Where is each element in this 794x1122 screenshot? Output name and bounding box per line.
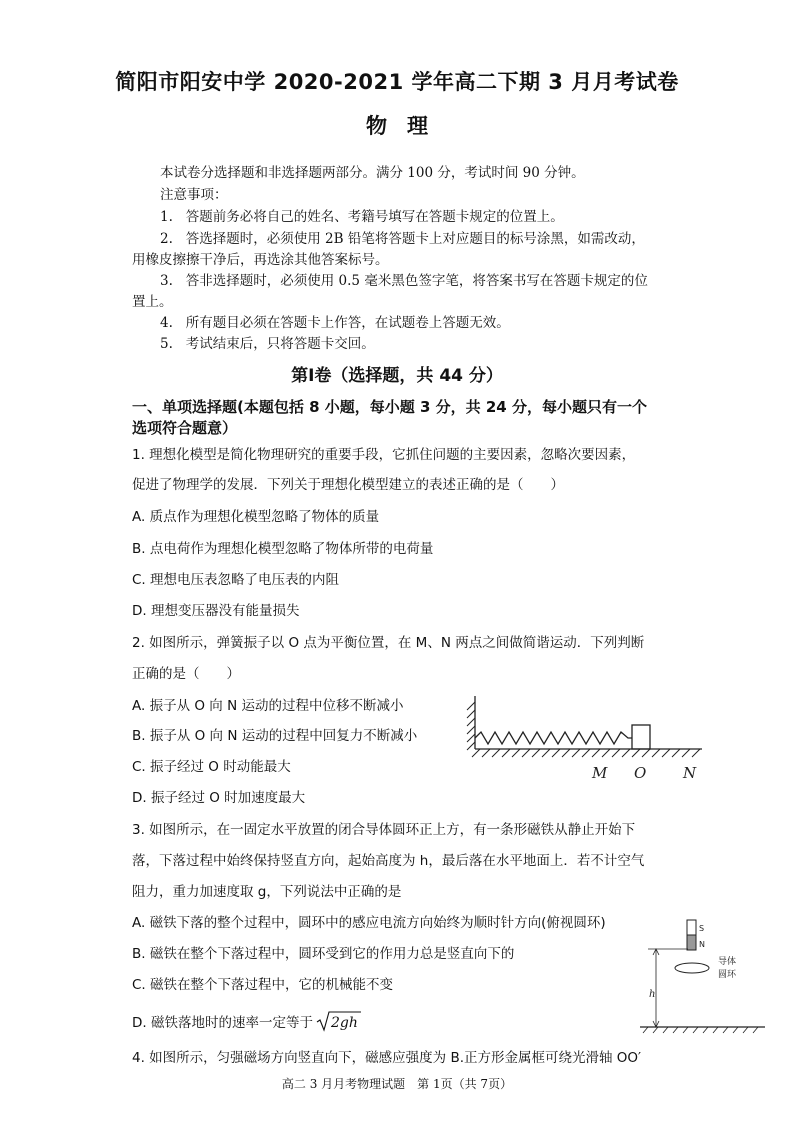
q3-stem-line2: 落，下落过程中始终保持竖直方向，起始高度为 h，最后落在水平地面上．若不计空气: [132, 853, 645, 869]
part1-header-line1: 一、单项选择题(本题包括 8 小题，每小题 3 分，共 24 分，每小题只有一个: [132, 398, 647, 416]
label-m: M: [592, 764, 608, 782]
spring-oscillator-figure: [462, 688, 712, 784]
q2-option-d: D. 振子经过 O 时加速度最大: [132, 790, 306, 806]
exam-title: 简阳市阳安中学 2020-2021 学年高二下期 3 月月考试卷: [115, 70, 679, 94]
q3-option-c: C. 磁铁在整个下落过程中，它的机械能不变: [132, 977, 394, 993]
q3-stem-line3: 阻力，重力加速度取 g，下列说法中正确的是: [132, 884, 402, 900]
ring-label-1: 导体: [718, 957, 737, 967]
height-h-label: h: [649, 989, 656, 1000]
q2-option-b: B. 振子从 O 向 N 运动的过程中回复力不断减小: [132, 728, 418, 744]
section-title: 第Ⅰ卷（选择题，共 44 分）: [291, 366, 503, 386]
subject-char-2: 理: [407, 114, 428, 138]
ring-label-2: 圆环: [718, 970, 737, 980]
part1-header-line2: 选项符合题意）: [132, 419, 238, 437]
q1-stem-line2: 促进了物理学的发展．下列关于理想化模型建立的表述正确的是（ ）: [132, 477, 564, 493]
q1-option-b: B. 点电荷作为理想化模型忽略了物体所带的电荷量: [132, 541, 434, 557]
label-n: N: [683, 764, 697, 782]
notice-1: 1. 答题前务必将自己的姓名、考籍号填写在答题卡规定的位置上。: [160, 209, 564, 225]
sqrt-symbol: [316, 1010, 362, 1032]
notice-5: 5. 考试结束后，只将答题卡交回。: [160, 336, 375, 352]
notice-3: 3. 答非选择题时，必须使用 0.5 毫米黑色签字笔，将答案书写在答题卡规定的位: [160, 273, 648, 289]
q2-option-c: C. 振子经过 O 时动能最大: [132, 759, 291, 775]
q3-option-b: B. 磁铁在整个下落过程中，圆环受到它的作用力总是竖直向下的: [132, 946, 515, 962]
intro-text: 本试卷分选择题和非选择题两部分。满分 100 分，考试时间 90 分钟。: [160, 165, 585, 181]
notice-2: 2. 答选择题时，必须使用 2B 铅笔将答题卡上对应题目的标号涂黑，如需改动，: [160, 231, 645, 247]
q4-stem-line1: 4. 如图所示，匀强磁场方向竖直向下，磁感应强度为 B.正方形金属框可绕光滑轴 OO′: [132, 1050, 642, 1066]
q3-option-a: A. 磁铁下落的整个过程中，圆环中的感应电流方向始终为顺时针方向(俯视圆环): [132, 915, 606, 931]
q3-stem-line1: 3. 如图所示，在一固定水平放置的闭合导体圆环正上方，有一条形磁铁从静止开始下: [132, 822, 636, 838]
notice-label: 注意事项：: [160, 187, 228, 203]
q1-option-c: C. 理想电压表忽略了电压表的内阻: [132, 572, 340, 588]
q1-option-a: A. 质点作为理想化模型忽略了物体的质量: [132, 509, 380, 525]
subject-char-1: 物: [366, 114, 387, 138]
magnet-s-label: S: [699, 924, 705, 933]
page-footer: 高二 3 月月考物理试题 第 1页（共 7页）: [281, 1077, 513, 1091]
q2-stem-line2: 正确的是（ ）: [132, 666, 240, 682]
sqrt-radicand: 2gh: [330, 1015, 358, 1031]
magnet-ring-figure: [640, 915, 790, 1040]
q2-option-a: A. 振子从 O 向 N 运动的过程中位移不断减小: [132, 698, 404, 714]
notice-4: 4. 所有题目必须在答题卡上作答，在试题卷上答题无效。: [160, 315, 510, 331]
q1-option-d: D. 理想变压器没有能量损失: [132, 603, 300, 619]
label-o: O: [634, 764, 647, 782]
notice-2-cont: 用橡皮擦擦干净后，再选涂其他答案标号。: [132, 252, 389, 268]
subject-title: [0, 110, 794, 140]
q2-stem-line1: 2. 如图所示，弹簧振子以 O 点为平衡位置，在 M、N 两点之间做简谐运动．下列判断: [132, 635, 645, 651]
notice-3-cont: 置上。: [132, 294, 173, 310]
q1-stem-line1: 1. 理想化模型是简化物理研究的重要手段，它抓住问题的主要因素，忽略次要因素，: [132, 447, 636, 463]
magnet-n-label: N: [699, 940, 705, 949]
q3-option-d: D. 磁铁落地时的速率一定等于 2gh: [132, 1010, 362, 1032]
